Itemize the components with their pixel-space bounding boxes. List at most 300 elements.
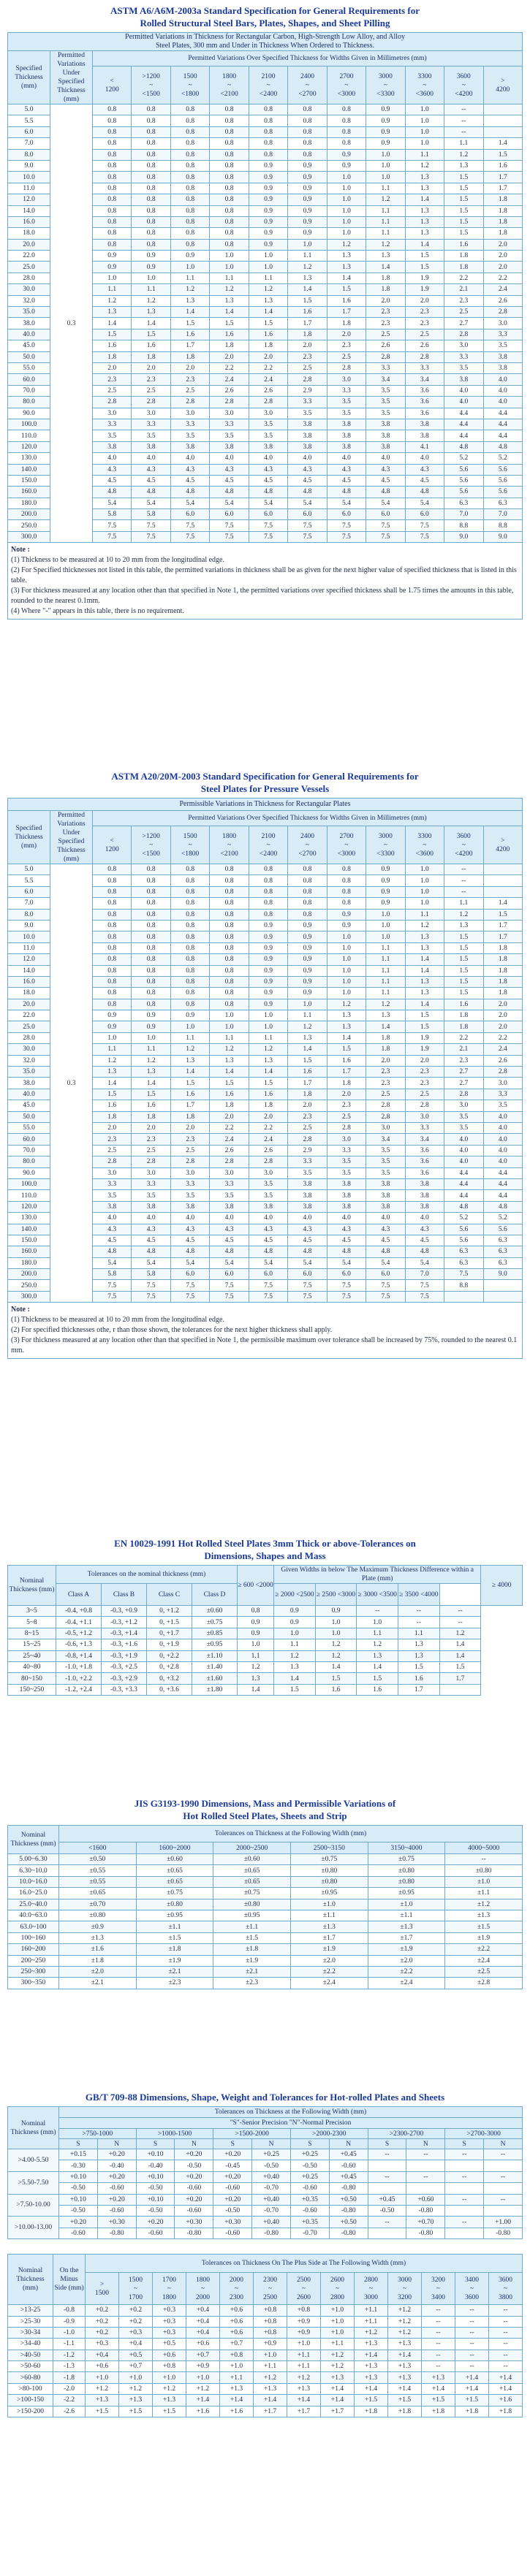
gbt2-cell: +0.3 [153, 2305, 186, 2316]
astm-a20-value-cell: 4.0 [132, 1213, 170, 1224]
astm-a20-value-cell: 5.2 [483, 1213, 522, 1224]
astm-a20-value-cell: 2.8 [249, 1156, 287, 1167]
gbt2-width-head [254, 2273, 287, 2305]
astm-a20-value-cell: 0.8 [288, 864, 327, 875]
astm-a20-value-cell: 7.5 [327, 1291, 366, 1302]
astm-a20-width-head [327, 826, 366, 864]
table-row [8, 2327, 523, 2338]
astm-a6-value-cell: 2.3 [327, 340, 366, 351]
astm-a20-value-cell: 3.5 [327, 1167, 366, 1178]
astm-a20-value-cell: 7.5 [210, 1291, 249, 1302]
gbt2-cell: +1.8 [422, 2406, 455, 2417]
astm-a20-thickness-cell: 16.0 [8, 976, 50, 987]
astm-a20-value-cell: 0.9 [249, 942, 287, 953]
en10029-cell: 0, +3.2 [147, 1673, 192, 1684]
astm-a6-value-cell: 2.5 [327, 351, 366, 362]
astm-a20-value-cell: 4.3 [249, 1224, 287, 1235]
astm-a6-value-cell: 2.7 [444, 318, 483, 329]
astm-a6-value-cell: 1.1 [170, 273, 209, 283]
astm-a6-value-cell: 7.5 [170, 520, 209, 531]
gbt2-width-head-part: ~ [469, 2285, 474, 2293]
jis-cell: ±2.4 [445, 1955, 523, 1966]
astm-a20-value-cell: 2.9 [288, 1145, 327, 1156]
astm-a6-value-cell: 2.0 [405, 295, 444, 306]
astm-a6-value-cell: 7.5 [249, 531, 287, 542]
astm-a20-value-cell: 1.5 [444, 976, 483, 987]
table-row [8, 2305, 523, 2316]
astm-a20-value-cell: 0.8 [210, 954, 249, 965]
astm-a20-value-cell: 0.8 [132, 942, 170, 953]
gbt-value-cell: -0.60 [329, 2160, 368, 2171]
astm-a6-banner [8, 33, 523, 51]
gbt-value-cell: +0.30 [175, 2217, 213, 2228]
astm-a6-value-cell: 3.5 [444, 362, 483, 373]
astm-a6-value-cell: 1.4 [132, 318, 170, 329]
astm-a20-value-cell: 7.5 [405, 1280, 444, 1291]
jis-cell: ±2.2 [368, 1966, 445, 1977]
astm-a6-note: (3) For thickness measured at any location other than that specified in Note 1, the permitted variations over specified thickness shall be 1.75 times the amounts in this table, rounded to the nearest 0.1mm. [11, 587, 514, 606]
jis-cell: ±0.9 [59, 1921, 137, 1932]
astm-a20-width-head-part: 1500 [183, 832, 197, 840]
gbt2-cell: +0.8 [254, 2305, 287, 2316]
astm-a20-value-cell: 4.0 [483, 1122, 522, 1133]
gbt-value-cell [368, 2228, 406, 2238]
astm-a6-width-head [249, 66, 287, 104]
gbt-value-cell: +0.45 [368, 2194, 406, 2205]
jis-cell: -- [445, 1854, 523, 1865]
gbt2-cell: +1.3 [388, 2339, 422, 2350]
astm-a20-value-cell: 6.3 [483, 1235, 522, 1246]
en10029-cell: 0.9 [274, 1606, 316, 1617]
astm-a20-value-cell: 3.0 [249, 1167, 287, 1178]
astm-a20-value-cell: 2.8 [93, 1156, 132, 1167]
gbt-value-cell: -- [406, 2149, 445, 2160]
jis-cell: ±1.0 [445, 1876, 523, 1887]
astm-a6-width-head-part: ~ [188, 81, 192, 89]
astm-a20-thickness-cell: 60.0 [8, 1134, 50, 1145]
astm-a20-value-cell: 1.0 [327, 942, 366, 953]
gbt-value-cell: +0.20 [213, 2171, 252, 2182]
astm-a20-value-cell: 0.8 [132, 886, 170, 897]
gbt-value-cell [484, 2160, 523, 2171]
astm-a20-value-cell: 0.8 [93, 886, 132, 897]
gbt2-cell: -- [422, 2339, 455, 2350]
astm-a6-value-cell: 3.3 [327, 385, 366, 396]
astm-a6-thickness-cell: 5.5 [8, 115, 50, 126]
en10029-cell: 25~40 [8, 1650, 56, 1661]
astm-a20-value-cell: 1.1 [249, 1032, 287, 1043]
astm-a6-value-cell: 0.8 [93, 104, 132, 115]
gbt2-cell: +1.8 [455, 2406, 489, 2417]
astm-a6-value-cell: 2.0 [288, 340, 327, 351]
astm-a6-width-head-part: <3000 [337, 90, 356, 98]
astm-a6-value-cell: 4.8 [483, 441, 522, 452]
astm-a6-value-cell: 1.0 [93, 273, 132, 283]
astm-a6-value-cell: 2.2 [483, 273, 522, 283]
astm-a20-width-head-part: 3600 [456, 832, 471, 840]
astm-a20-thickness-cell: 140.0 [8, 1224, 50, 1235]
astm-a20-value-cell: 2.6 [483, 1055, 522, 1066]
astm-a6-value-cell: 4.8 [170, 487, 209, 498]
astm-a20-value-cell: 5.4 [405, 1257, 444, 1268]
gbt-col-thickness: Nominal Thickness (mm) [8, 2107, 59, 2149]
astm-a6-value-cell: 4.3 [405, 464, 444, 475]
astm-a20-value-cell: 0.8 [288, 898, 327, 909]
astm-a6-value-cell: 1.8 [93, 351, 132, 362]
gbt2-cell: -- [455, 2327, 489, 2338]
astm-a6-value-cell: 6.3 [483, 498, 522, 508]
astm-a20-value-cell: 1.5 [483, 909, 522, 920]
astm-a6-value-cell: 0.8 [327, 104, 366, 115]
astm-a20-value-cell: 1.7 [327, 1067, 366, 1078]
astm-a20-value-cell: 1.3 [210, 1055, 249, 1066]
astm-a20-value-cell: 1.6 [132, 1100, 170, 1111]
gbt2-cell: +1.1 [321, 2339, 355, 2350]
astm-a6-width-head-part: <1500 [142, 90, 160, 98]
jis-width-head: 3150~4000 [368, 1843, 445, 1854]
en10029-cell: 1.5 [357, 1673, 398, 1684]
astm-a20-value-cell: 5.4 [170, 1257, 209, 1268]
astm-a6-value-cell: 3.5 [366, 397, 405, 408]
astm-a6-value-cell: 1.7 [288, 318, 327, 329]
astm-a20-value-cell: 2.3 [170, 1134, 209, 1145]
astm-a6-value-cell: 1.0 [132, 273, 170, 283]
jis-cell: 250~300 [8, 1966, 59, 1977]
astm-a20-thickness-cell: 10.0 [8, 931, 50, 942]
table-row [8, 2171, 523, 2182]
astm-a20-value-cell: 1.0 [405, 886, 444, 897]
astm-a20-value-cell: 1.3 [444, 920, 483, 931]
astm-a20-body [8, 864, 523, 1303]
astm-a6-value-cell: 3.5 [210, 430, 249, 441]
gbt-value-cell: -0.70 [290, 2228, 329, 2238]
astm-a20-value-cell: 2.2 [483, 1032, 522, 1043]
en10029-cell: -0.3, +2.9 [102, 1673, 147, 1684]
astm-a20-value-cell: 4.5 [405, 1235, 444, 1246]
astm-a6-thickness-cell: 32.0 [8, 295, 50, 306]
astm-a6-value-cell: 4.5 [327, 475, 366, 486]
astm-a20-value-cell: 1.1 [405, 909, 444, 920]
en10029-cell: -1.0, +1.8 [56, 1661, 102, 1672]
table-row [8, 1628, 523, 1639]
astm-a6-value-cell: 3.8 [327, 430, 366, 441]
astm-a6-thickness-cell: 38.0 [8, 318, 50, 329]
en10029-cell: 1.1 [398, 1628, 440, 1639]
astm-a6-value-cell: 1.0 [366, 172, 405, 183]
astm-a20-width-head-part: <2400 [259, 850, 278, 858]
astm-a20-width-head-part: <1800 [181, 850, 200, 858]
astm-a6-value-cell: 3.3 [483, 329, 522, 340]
gbt2-width-head-part: 3400 [465, 2276, 479, 2284]
gbt2-cell: +0.4 [186, 2305, 220, 2316]
astm-a6-value-cell: 3.0 [444, 340, 483, 351]
astm-a20-value-cell: 4.8 [210, 1246, 249, 1257]
astm-a20-width-head [288, 826, 327, 864]
astm-a6-value-cell: 1.3 [405, 205, 444, 216]
gbt2-cell: +1.2 [388, 2305, 422, 2316]
astm-a6-value-cell: 0.8 [132, 149, 170, 160]
gbt-value-cell: +0.25 [290, 2171, 329, 2182]
en10029-cell: 1.4 [439, 1650, 481, 1661]
jis-cell: ±2.8 [445, 1978, 523, 1989]
astm-a20-value-cell: 2.4 [210, 1134, 249, 1145]
gbt2-cell: -- [455, 2339, 489, 2350]
astm-a6-value-cell: 1.0 [405, 115, 444, 126]
astm-a20-value-cell: 2.3 [132, 1134, 170, 1145]
astm-a6-value-cell: 3.5 [327, 397, 366, 408]
astm-a6-value-cell: 0.9 [170, 251, 209, 262]
astm-a6-value-cell: 7.5 [93, 520, 132, 531]
astm-a20-value-cell: 0.8 [93, 954, 132, 965]
astm-a6-value-cell: 3.8 [405, 430, 444, 441]
table-row [8, 1966, 523, 1977]
astm-a6-value-cell: 3.0 [327, 374, 366, 385]
astm-a6-value-cell: 2.5 [405, 329, 444, 340]
astm-a6-width-head-part: ~ [149, 81, 154, 89]
gbt2-width-head-part: 3200 [431, 2276, 445, 2284]
gbt-value-cell: +0.30 [97, 2217, 136, 2228]
astm-a20-value-cell: 1.6 [288, 1067, 327, 1078]
astm-a6-value-cell: 0.8 [93, 115, 132, 126]
astm-a20-value-cell: 2.5 [405, 1089, 444, 1100]
gbt-title: GB/T 709-88 Dimensions, Shape, Weight and Tolerances for Hot-rolled Plates and Sheets [85, 2092, 445, 2103]
astm-a20-width-head-part: <3000 [337, 850, 356, 858]
gbt-value-cell: +0.50 [329, 2217, 368, 2228]
astm-a20-value-cell: 1.4 [327, 1032, 366, 1043]
astm-a20-value-cell: 2.8 [288, 1134, 327, 1145]
astm-a6-width-head-part: 1800 [222, 72, 237, 80]
astm-a20-value-cell: 3.5 [327, 1156, 366, 1167]
en10029-cell: -0.3, +3.3 [102, 1684, 147, 1695]
gbt2-cell: >13-25 [8, 2305, 53, 2316]
astm-a6-value-cell: 1.0 [327, 216, 366, 227]
astm-a6-value-cell: 2.3 [366, 307, 405, 318]
en10029-cell: 0.8 [238, 1606, 274, 1617]
astm-a20-value-cell: 4.8 [366, 1246, 405, 1257]
astm-a6-thickness-cell: 50.0 [8, 351, 50, 362]
gbt-value-cell: -0.70 [252, 2205, 291, 2216]
gbt2-cell: +0.7 [119, 2361, 153, 2372]
table-row [8, 1910, 523, 1921]
astm-a20-value-cell: 4.3 [327, 1224, 366, 1235]
astm-a6-value-cell: 1.1 [366, 183, 405, 194]
gbt2-width-head-part: 2600 [330, 2276, 344, 2284]
gbt2-cell: +0.6 [220, 2305, 254, 2316]
astm-a20-value-cell: 1.0 [327, 931, 366, 942]
gbt2-cell: +1.4 [287, 2395, 321, 2406]
gbt-value-cell [368, 2183, 406, 2194]
gbt2-cell: +0.2 [86, 2305, 119, 2316]
astm-a20-value-cell: 1.3 [405, 931, 444, 942]
astm-a6-width-head-part: 1200 [105, 85, 119, 94]
astm-a6-value-cell: 2.0 [483, 239, 522, 250]
astm-a20-value-cell: 3.3 [405, 1122, 444, 1133]
astm-a6-width-head-part: ~ [305, 81, 310, 89]
gbt-s-head: S [136, 2139, 175, 2149]
astm-a6-value-cell: 1.3 [327, 251, 366, 262]
astm-a6-value-cell: 1.5 [132, 329, 170, 340]
gbt2-cell: >34-40 [8, 2339, 53, 2350]
en10029-cell: 1.5 [315, 1673, 357, 1684]
astm-a20-value-cell: 2.5 [288, 1122, 327, 1133]
en10029-cell: 1.4 [274, 1673, 316, 1684]
jis-cell: ±1.9 [445, 1932, 523, 1943]
astm-a20-value-cell: 4.0 [93, 1213, 132, 1224]
astm-a6-value-cell: 3.8 [366, 441, 405, 452]
astm-a6-value-cell: 1.6 [288, 307, 327, 318]
astm-a20-value-cell: 0.8 [170, 898, 209, 909]
table-row [8, 1955, 523, 1966]
gbt2-cell: +0.9 [186, 2361, 220, 2372]
astm-a20-value-cell: 4.4 [444, 1167, 483, 1178]
astm-a6-value-cell: 6.0 [366, 509, 405, 520]
gbt2-cell: +1.0 [186, 2372, 220, 2383]
astm-a6-width-head-part: 2700 [339, 72, 354, 80]
astm-a20-value-cell: 4.0 [483, 1134, 522, 1145]
astm-a6-value-cell: 0.9 [288, 228, 327, 239]
gbt2-cell: +1.4 [489, 2383, 523, 2394]
gbt-value-cell: -0.60 [290, 2183, 329, 2194]
astm-a6-value-cell: 4.4 [483, 408, 522, 419]
astm-a6-value-cell: 4.3 [366, 464, 405, 475]
astm-a6-value-cell: 1.4 [93, 318, 132, 329]
astm-a6-value-cell: 0.9 [327, 160, 366, 171]
astm-a6-value-cell: 1.9 [405, 284, 444, 295]
gbt2-width-head [388, 2273, 422, 2305]
gbt2-cell: +1.7 [321, 2406, 355, 2417]
jis-width-header-row [8, 1843, 523, 1854]
gbt-value-cell: -0.80 [97, 2228, 136, 2238]
en10029-cell: 1.2 [315, 1639, 357, 1650]
astm-a6-value-cell: 3.0 [170, 408, 209, 419]
astm-a20-value-cell: 0.8 [210, 920, 249, 931]
gbt2-cell: +1.0 [119, 2372, 153, 2383]
astm-a20-note: (1) Thickness to be measured at 10 to 20 mm from the longitudinal edge. [11, 1316, 224, 1325]
astm-a6-thickness-cell: 6.0 [8, 126, 50, 137]
astm-a20-value-cell: 2.3 [93, 1134, 132, 1145]
astm-a6-value-cell: 3.8 [210, 441, 249, 452]
table-row [8, 1617, 523, 1628]
astm-a6-value-cell: 6.0 [327, 509, 366, 520]
gbt2-width-head [455, 2273, 489, 2305]
gbt2-cell: +1.2 [254, 2372, 287, 2383]
gbt2-cell: +0.5 [153, 2339, 186, 2350]
jis-cell: ±1.6 [59, 1944, 137, 1955]
gbt2-cell: +1.3 [153, 2395, 186, 2406]
jis-table [7, 1825, 523, 1989]
en10029-cell: -- [398, 1606, 440, 1617]
gbt2-width-head-part: 2800 [330, 2293, 344, 2301]
gbt2-width-head-part: 2000 [230, 2276, 243, 2284]
astm-a6-value-cell: 3.8 [327, 419, 366, 430]
table-row [8, 2361, 523, 2372]
astm-a6-value-cell: 3.8 [483, 351, 522, 362]
gbt-value-cell: +0.10 [136, 2171, 175, 2182]
astm-a6-value-cell: 4.5 [210, 475, 249, 486]
astm-a20-value-cell [483, 886, 522, 897]
astm-a6-under-cell: 0.3 [50, 104, 93, 543]
astm-a20-value-cell: 0.9 [288, 920, 327, 931]
astm-a20-thickness-cell: 150.0 [8, 1235, 50, 1246]
gbt2-cell: +0.8 [254, 2327, 287, 2338]
jis-cell: ±1.5 [213, 1932, 291, 1943]
astm-a6-value-cell: 4.8 [93, 487, 132, 498]
astm-a20-thickness-cell: 100.0 [8, 1178, 50, 1189]
astm-a6-value-cell: 4.8 [405, 487, 444, 498]
astm-a20-width-head-part: ~ [305, 841, 310, 849]
jis-cell: 5.00~6.30 [8, 1854, 59, 1865]
astm-a20-value-cell: 3.8 [366, 1178, 405, 1189]
astm-a20-value-cell: 7.5 [327, 1280, 366, 1291]
astm-a6-value-cell: 3.8 [249, 441, 287, 452]
gbt2-col-minus: On the Minus Side (mm) [53, 2255, 86, 2305]
astm-a6-value-cell: 2.8 [132, 397, 170, 408]
astm-a6-value-cell: 1.0 [327, 205, 366, 216]
astm-a6-value-cell: 1.0 [366, 149, 405, 160]
en10029-cell: 1.6 [357, 1684, 398, 1695]
gbt2-width-head-part: 1800 [196, 2276, 210, 2284]
astm-a20-value-cell: 0.8 [210, 898, 249, 909]
astm-a20-value-cell: 1.4 [93, 1078, 132, 1089]
astm-a20-value-cell: 0.8 [170, 999, 209, 1010]
gbt2-cell: -2.0 [53, 2383, 86, 2394]
astm-a20-width-head-part: 4200 [496, 845, 510, 853]
gbt-width-head: >1000-1500 [136, 2129, 213, 2139]
astm-a6-value-cell: 2.2 [249, 362, 287, 373]
gbt2-width-head-part: 2000 [196, 2293, 210, 2301]
astm-a6-title-line1: ASTM A6/A6M-2003a Standard Specification for General Requirements for [110, 5, 420, 16]
astm-a6-value-cell: 3.5 [249, 430, 287, 441]
en10029-cell: 1.3 [274, 1661, 316, 1672]
astm-a20-value-cell: 3.8 [249, 1201, 287, 1212]
astm-a6-value-cell: 4.5 [132, 475, 170, 486]
gbt2-cell: -- [489, 2327, 523, 2338]
jis-cell: ±1.1 [368, 1910, 445, 1921]
astm-a20-value-cell: 2.0 [483, 999, 522, 1010]
astm-a20-value-cell: 0.9 [249, 920, 287, 931]
astm-a6-value-cell: 2.3 [288, 351, 327, 362]
astm-a6-value-cell: 1.6 [444, 239, 483, 250]
gbt2-cell: +0.9 [287, 2316, 321, 2327]
astm-a6-value-cell: 5.4 [366, 498, 405, 508]
gbt2-cell: +1.5 [153, 2406, 186, 2417]
gbt2-cell: +1.4 [321, 2395, 355, 2406]
astm-a20-value-cell: 3.5 [249, 1190, 287, 1201]
astm-a6-value-cell: 8.8 [483, 520, 522, 531]
gbt-value-cell: +0.20 [59, 2217, 98, 2228]
gbt-body-1 [8, 2149, 523, 2239]
gbt2-width-head [287, 2273, 321, 2305]
astm-a6-banner-line1: Permitted Variations in Thickness for Rectangular Carbon, High-Strength Low Alloy, and Alloy [124, 33, 406, 41]
astm-a6-width-head-part: <3600 [415, 90, 434, 98]
table-row [8, 1673, 523, 1684]
astm-a20-thickness-cell: 50.0 [8, 1111, 50, 1122]
astm-a20-width-head-part: <3300 [376, 850, 395, 858]
astm-a6-value-cell: 1.1 [366, 205, 405, 216]
astm-a20-thickness-cell: 7.0 [8, 898, 50, 909]
astm-a6-value-cell: 1.0 [405, 104, 444, 115]
gbt2-width-head-part: 1700 [129, 2293, 143, 2301]
astm-a20-value-cell: 0.9 [288, 942, 327, 953]
astm-a20-value-cell: 0.9 [288, 954, 327, 965]
astm-a20-value-cell: 1.2 [170, 1044, 209, 1055]
en10029-cell: 0, +1.7 [147, 1628, 192, 1639]
astm-a6-value-cell: 2.6 [405, 340, 444, 351]
astm-a20-value-cell: 7.5 [132, 1280, 170, 1291]
gbt2-cell: +1.5 [422, 2395, 455, 2406]
astm-a20-value-cell: 3.3 [170, 1178, 209, 1189]
astm-a6-value-cell: 0.8 [132, 228, 170, 239]
